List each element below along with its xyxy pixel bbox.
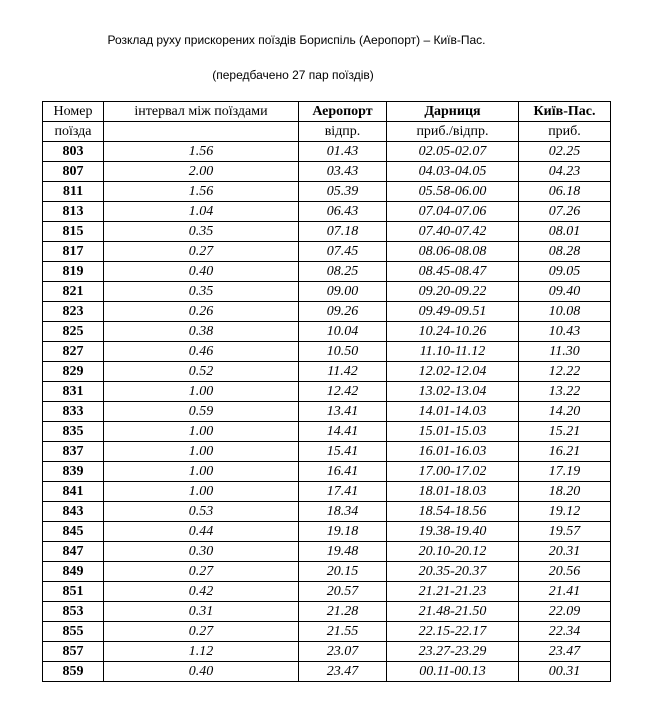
document-title: Розклад руху прискорених поїздів Бориспіль (Аеропорт) – Київ-Пас. bbox=[107, 33, 486, 47]
darnytsia-arrival-departure: 12.02-12.04 bbox=[387, 362, 519, 382]
interval-cell: 0.46 bbox=[104, 342, 299, 362]
table-row bbox=[43, 182, 611, 202]
kyiv-arrival: 02.25 bbox=[519, 142, 611, 162]
train-number: 859 bbox=[43, 662, 104, 682]
kyiv-arrival: 17.19 bbox=[519, 462, 611, 482]
airport-departure: 09.00 bbox=[299, 282, 387, 302]
darnytsia-arrival-departure: 19.38-19.40 bbox=[387, 522, 519, 542]
train-number: 845 bbox=[43, 522, 104, 542]
interval-cell: 0.35 bbox=[104, 282, 299, 302]
airport-departure: 06.43 bbox=[299, 202, 387, 222]
darnytsia-arrival-departure: 02.05-02.07 bbox=[387, 142, 519, 162]
airport-departure: 18.34 bbox=[299, 502, 387, 522]
train-number: 803 bbox=[43, 142, 104, 162]
table-row bbox=[43, 242, 611, 262]
kyiv-arrival: 16.21 bbox=[519, 442, 611, 462]
train-number: 835 bbox=[43, 422, 104, 442]
kyiv-arrival: 15.21 bbox=[519, 422, 611, 442]
kyiv-arrival: 07.26 bbox=[519, 202, 611, 222]
airport-departure: 11.42 bbox=[299, 362, 387, 382]
interval-cell: 1.00 bbox=[104, 382, 299, 402]
interval-cell: 0.52 bbox=[104, 362, 299, 382]
darnytsia-arrival-departure: 18.54-18.56 bbox=[387, 502, 519, 522]
airport-departure: 05.39 bbox=[299, 182, 387, 202]
interval-cell: 1.56 bbox=[104, 142, 299, 162]
darnytsia-arrival-departure: 10.24-10.26 bbox=[387, 322, 519, 342]
interval-cell: 1.12 bbox=[104, 642, 299, 662]
interval-cell: 0.38 bbox=[104, 322, 299, 342]
kyiv-arrival: 09.05 bbox=[519, 262, 611, 282]
table-row bbox=[43, 402, 611, 422]
kyiv-arrival: 19.12 bbox=[519, 502, 611, 522]
train-number: 851 bbox=[43, 582, 104, 602]
interval-cell: 0.35 bbox=[104, 222, 299, 242]
airport-departure: 20.57 bbox=[299, 582, 387, 602]
darnytsia-arrival-departure: 18.01-18.03 bbox=[387, 482, 519, 502]
airport-departure: 21.55 bbox=[299, 622, 387, 642]
table-row bbox=[43, 542, 611, 562]
train-number: 831 bbox=[43, 382, 104, 402]
table-row bbox=[43, 342, 611, 362]
darnytsia-arrival-departure: 09.49-09.51 bbox=[387, 302, 519, 322]
train-number: 817 bbox=[43, 242, 104, 262]
table-row bbox=[43, 562, 611, 582]
table-row bbox=[43, 482, 611, 502]
airport-departure: 13.41 bbox=[299, 402, 387, 422]
interval-cell: 1.04 bbox=[104, 202, 299, 222]
darnytsia-arrival-departure: 05.58-06.00 bbox=[387, 182, 519, 202]
kyiv-arrival: 09.40 bbox=[519, 282, 611, 302]
airport-departure: 01.43 bbox=[299, 142, 387, 162]
darnytsia-arrival-departure: 07.04-07.06 bbox=[387, 202, 519, 222]
train-number: 825 bbox=[43, 322, 104, 342]
subheader-darnytsia: приб./відпр. bbox=[387, 122, 519, 142]
darnytsia-arrival-departure: 16.01-16.03 bbox=[387, 442, 519, 462]
interval-cell: 0.40 bbox=[104, 662, 299, 682]
interval-cell: 0.27 bbox=[104, 562, 299, 582]
table-row bbox=[43, 522, 611, 542]
subheader-number: поїзда bbox=[43, 122, 104, 142]
airport-departure: 07.18 bbox=[299, 222, 387, 242]
kyiv-arrival: 06.18 bbox=[519, 182, 611, 202]
darnytsia-arrival-departure: 21.48-21.50 bbox=[387, 602, 519, 622]
kyiv-arrival: 22.09 bbox=[519, 602, 611, 622]
darnytsia-arrival-departure: 22.15-22.17 bbox=[387, 622, 519, 642]
train-number: 833 bbox=[43, 402, 104, 422]
darnytsia-arrival-departure: 21.21-21.23 bbox=[387, 582, 519, 602]
table-row bbox=[43, 602, 611, 622]
kyiv-arrival: 14.20 bbox=[519, 402, 611, 422]
train-number: 821 bbox=[43, 282, 104, 302]
train-number: 829 bbox=[43, 362, 104, 382]
airport-departure: 23.47 bbox=[299, 662, 387, 682]
airport-departure: 08.25 bbox=[299, 262, 387, 282]
airport-departure: 23.07 bbox=[299, 642, 387, 662]
kyiv-arrival: 10.08 bbox=[519, 302, 611, 322]
train-number: 827 bbox=[43, 342, 104, 362]
airport-departure: 10.04 bbox=[299, 322, 387, 342]
airport-departure: 20.15 bbox=[299, 562, 387, 582]
interval-cell: 0.26 bbox=[104, 302, 299, 322]
interval-cell: 0.44 bbox=[104, 522, 299, 542]
darnytsia-arrival-departure: 04.03-04.05 bbox=[387, 162, 519, 182]
subheader-row bbox=[43, 122, 611, 142]
interval-cell: 1.00 bbox=[104, 442, 299, 462]
train-number: 841 bbox=[43, 482, 104, 502]
darnytsia-arrival-departure: 20.35-20.37 bbox=[387, 562, 519, 582]
interval-cell: 0.27 bbox=[104, 242, 299, 262]
train-number: 811 bbox=[43, 182, 104, 202]
darnytsia-arrival-departure: 08.06-08.08 bbox=[387, 242, 519, 262]
kyiv-arrival: 00.31 bbox=[519, 662, 611, 682]
kyiv-arrival: 11.30 bbox=[519, 342, 611, 362]
table-row bbox=[43, 202, 611, 222]
interval-cell: 1.00 bbox=[104, 462, 299, 482]
train-number: 855 bbox=[43, 622, 104, 642]
train-number: 819 bbox=[43, 262, 104, 282]
table-row bbox=[43, 422, 611, 442]
airport-departure: 07.45 bbox=[299, 242, 387, 262]
interval-cell: 1.00 bbox=[104, 482, 299, 502]
table-row bbox=[43, 622, 611, 642]
table-row bbox=[43, 162, 611, 182]
subheader-kyiv: приб. bbox=[519, 122, 611, 142]
kyiv-arrival: 18.20 bbox=[519, 482, 611, 502]
kyiv-arrival: 12.22 bbox=[519, 362, 611, 382]
table-row bbox=[43, 302, 611, 322]
train-number: 857 bbox=[43, 642, 104, 662]
table-row bbox=[43, 642, 611, 662]
table-row bbox=[43, 442, 611, 462]
darnytsia-arrival-departure: 09.20-09.22 bbox=[387, 282, 519, 302]
train-number: 837 bbox=[43, 442, 104, 462]
interval-cell: 0.30 bbox=[104, 542, 299, 562]
train-number: 849 bbox=[43, 562, 104, 582]
airport-departure: 10.50 bbox=[299, 342, 387, 362]
train-number: 807 bbox=[43, 162, 104, 182]
airport-departure: 19.18 bbox=[299, 522, 387, 542]
subheader-airport: відпр. bbox=[299, 122, 387, 142]
airport-departure: 09.26 bbox=[299, 302, 387, 322]
darnytsia-arrival-departure: 00.11-00.13 bbox=[387, 662, 519, 682]
kyiv-arrival: 08.28 bbox=[519, 242, 611, 262]
darnytsia-arrival-departure: 08.45-08.47 bbox=[387, 262, 519, 282]
airport-departure: 21.28 bbox=[299, 602, 387, 622]
table-row bbox=[43, 282, 611, 302]
interval-cell: 1.00 bbox=[104, 422, 299, 442]
table-row bbox=[43, 142, 611, 162]
table-row bbox=[43, 662, 611, 682]
airport-departure: 14.41 bbox=[299, 422, 387, 442]
kyiv-arrival: 23.47 bbox=[519, 642, 611, 662]
train-number: 813 bbox=[43, 202, 104, 222]
kyiv-arrival: 04.23 bbox=[519, 162, 611, 182]
darnytsia-arrival-departure: 20.10-20.12 bbox=[387, 542, 519, 562]
airport-departure: 16.41 bbox=[299, 462, 387, 482]
header-darnytsia: Дарниця bbox=[387, 102, 519, 122]
darnytsia-arrival-departure: 17.00-17.02 bbox=[387, 462, 519, 482]
table-row bbox=[43, 362, 611, 382]
airport-departure: 12.42 bbox=[299, 382, 387, 402]
darnytsia-arrival-departure: 23.27-23.29 bbox=[387, 642, 519, 662]
interval-cell: 0.59 bbox=[104, 402, 299, 422]
table-row bbox=[43, 382, 611, 402]
interval-cell: 0.53 bbox=[104, 502, 299, 522]
subheader-interval bbox=[104, 122, 299, 142]
kyiv-arrival: 22.34 bbox=[519, 622, 611, 642]
darnytsia-arrival-departure: 07.40-07.42 bbox=[387, 222, 519, 242]
train-number: 847 bbox=[43, 542, 104, 562]
darnytsia-arrival-departure: 13.02-13.04 bbox=[387, 382, 519, 402]
table-row bbox=[43, 502, 611, 522]
train-number: 815 bbox=[43, 222, 104, 242]
darnytsia-arrival-departure: 15.01-15.03 bbox=[387, 422, 519, 442]
darnytsia-arrival-departure: 14.01-14.03 bbox=[387, 402, 519, 422]
interval-cell: 0.31 bbox=[104, 602, 299, 622]
kyiv-arrival: 21.41 bbox=[519, 582, 611, 602]
header-interval: інтервал між поїздами bbox=[104, 102, 299, 122]
table-row bbox=[43, 222, 611, 242]
header-kyiv: Київ-Пас. bbox=[519, 102, 611, 122]
table-row bbox=[43, 262, 611, 282]
train-number: 853 bbox=[43, 602, 104, 622]
kyiv-arrival: 10.43 bbox=[519, 322, 611, 342]
kyiv-arrival: 20.56 bbox=[519, 562, 611, 582]
interval-cell: 0.27 bbox=[104, 622, 299, 642]
interval-cell: 0.42 bbox=[104, 582, 299, 602]
kyiv-arrival: 08.01 bbox=[519, 222, 611, 242]
header-row bbox=[43, 102, 611, 122]
airport-departure: 15.41 bbox=[299, 442, 387, 462]
airport-departure: 19.48 bbox=[299, 542, 387, 562]
table-row bbox=[43, 322, 611, 342]
airport-departure: 17.41 bbox=[299, 482, 387, 502]
airport-departure: 03.43 bbox=[299, 162, 387, 182]
schedule-table-body bbox=[43, 102, 611, 682]
header-number: Номер bbox=[43, 102, 104, 122]
schedule-table bbox=[42, 101, 611, 682]
train-number: 839 bbox=[43, 462, 104, 482]
interval-cell: 2.00 bbox=[104, 162, 299, 182]
darnytsia-arrival-departure: 11.10-11.12 bbox=[387, 342, 519, 362]
table-row bbox=[43, 462, 611, 482]
interval-cell: 0.40 bbox=[104, 262, 299, 282]
interval-cell: 1.56 bbox=[104, 182, 299, 202]
document-subtitle: (передбачено 27 пар поїздів) bbox=[212, 68, 374, 82]
kyiv-arrival: 19.57 bbox=[519, 522, 611, 542]
header-airport: Аеропорт bbox=[299, 102, 387, 122]
train-number: 823 bbox=[43, 302, 104, 322]
table-row bbox=[43, 582, 611, 602]
train-number: 843 bbox=[43, 502, 104, 522]
kyiv-arrival: 20.31 bbox=[519, 542, 611, 562]
kyiv-arrival: 13.22 bbox=[519, 382, 611, 402]
